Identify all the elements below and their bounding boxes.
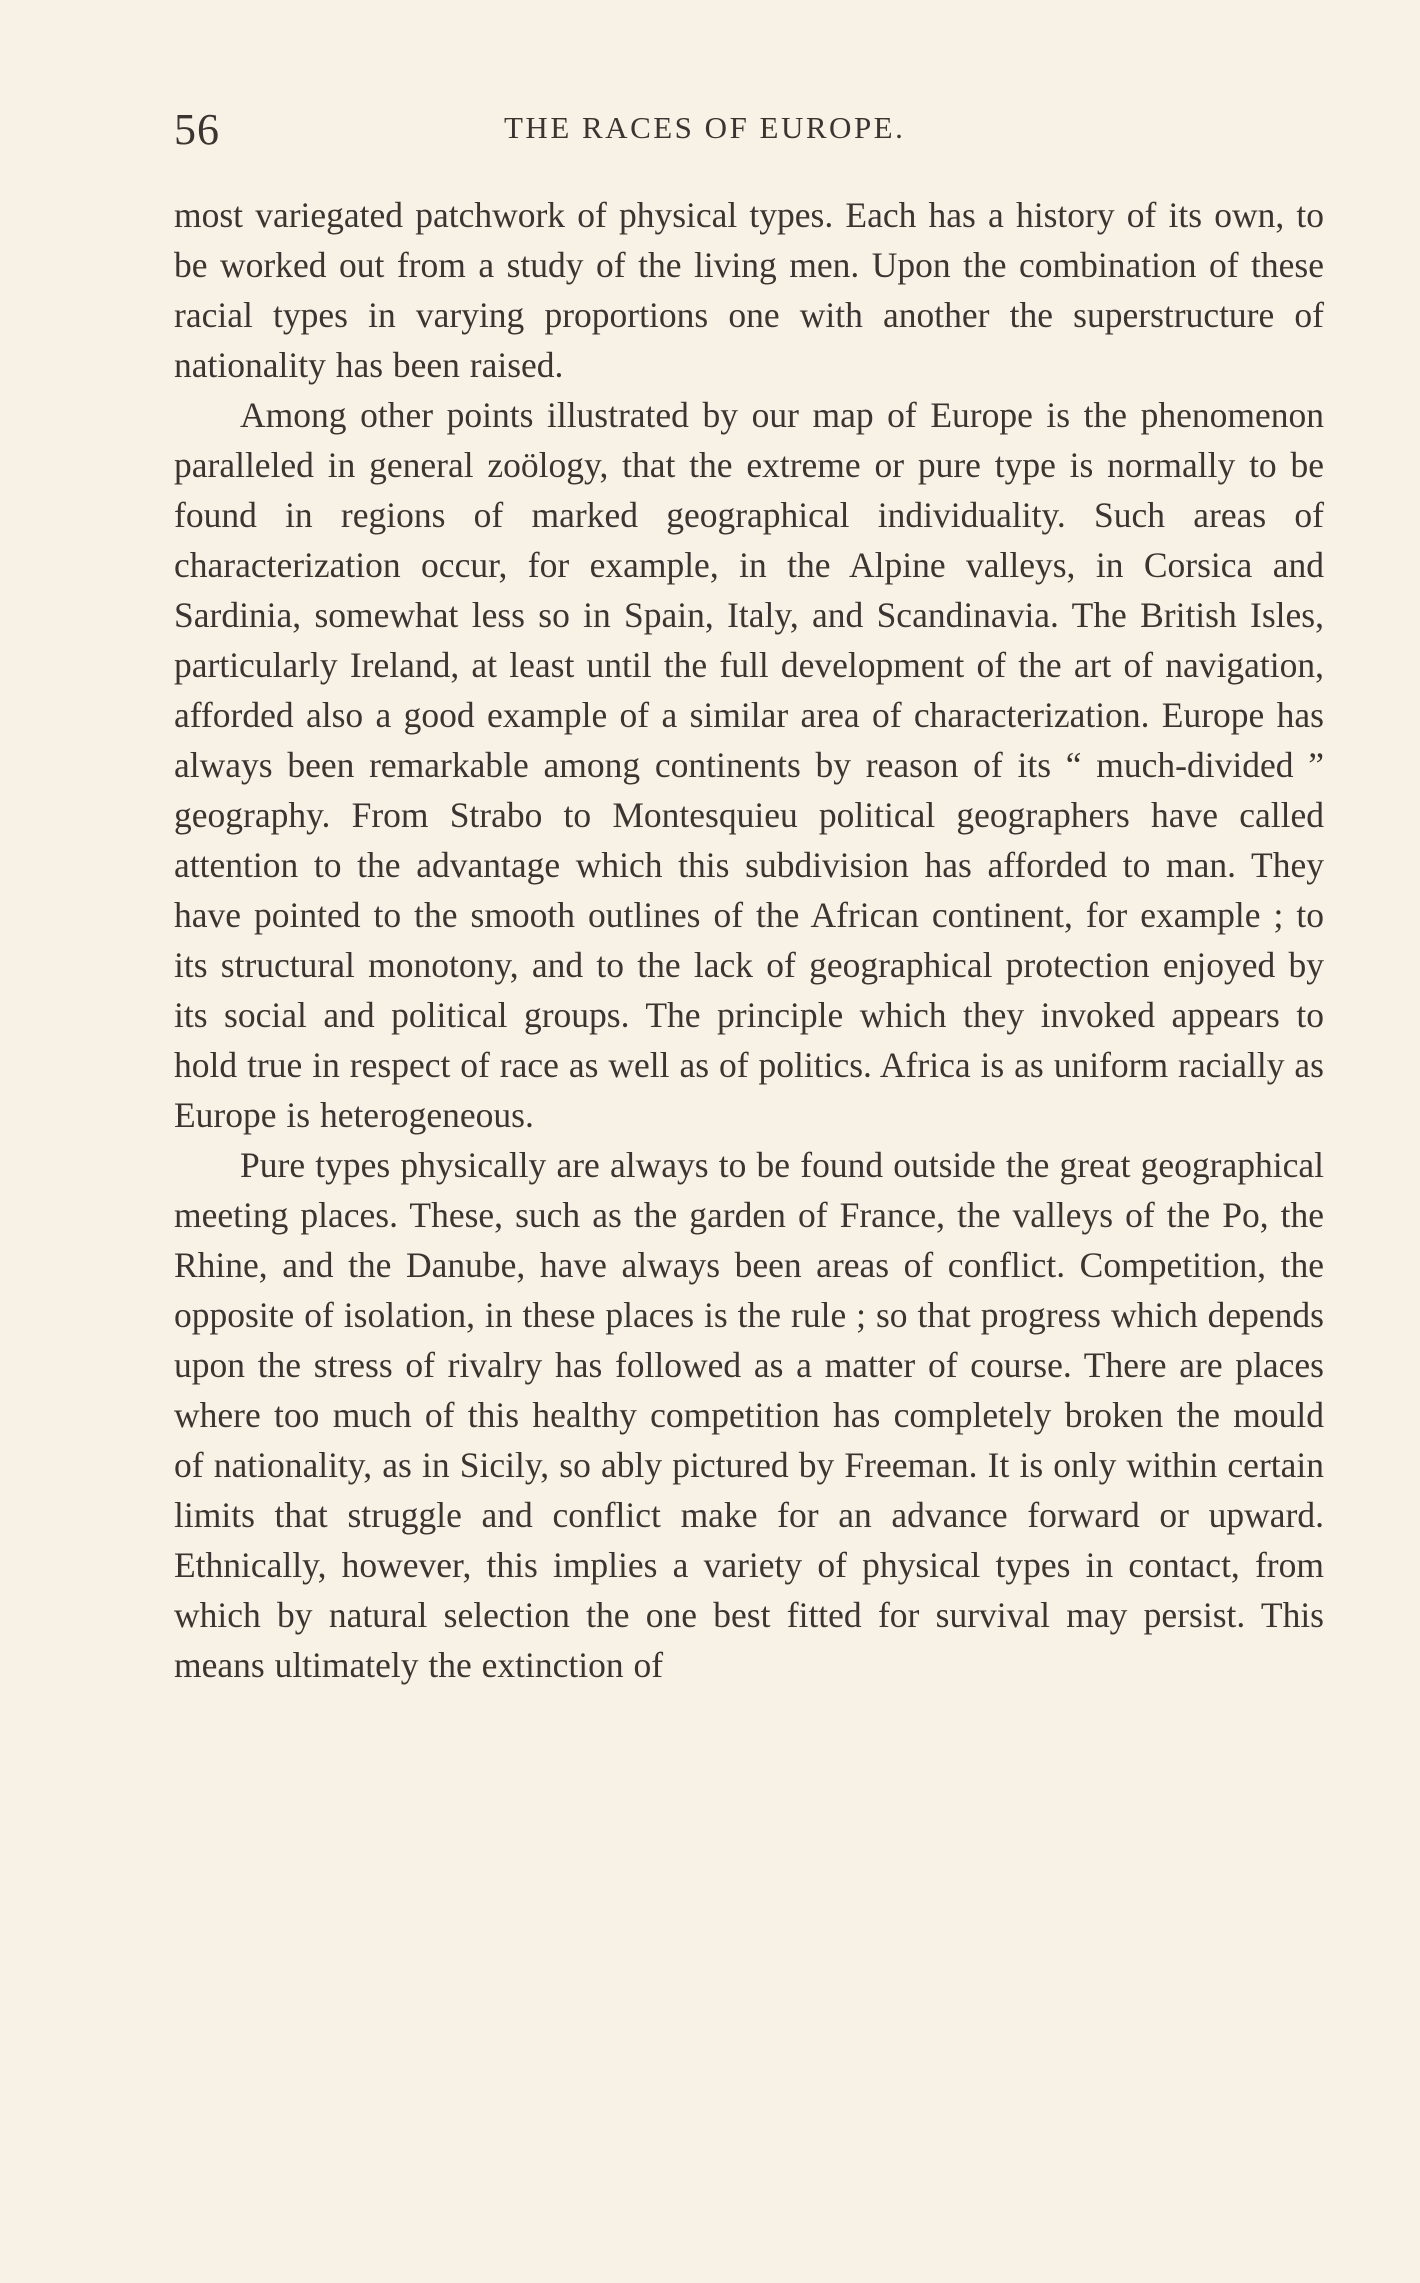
page-body	[174, 190, 1324, 1690]
page-number: 56	[174, 105, 220, 154]
paragraph-characterization: Among other points illustrated by our map of Europe is the phenomenon paralleled in general zoölogy, that the extreme or pure type is normally to be found in regions of marked geographical individuality. Such areas of characterization occur, for example, in the Alpine valleys, in Corsica and Sardinia, somewhat less so in Spain, Italy, and Scandinavia. The British Isles, particularly Ireland, at least until the full development of the art of navigation, afforded also a good example of a similar area of characterization. Europe has always been remarkable among continents by reason of its “ much-divided ” geography. From Strabo to Montesquieu political geographers have called attention to the advantage which this subdivision has afforded to man. They have pointed to the smooth outlines of the African continent, for example ; to its structural monotony, and to the lack of geographical protection enjoyed by its social and political groups. The principle which they invoked appears to hold true in respect of race as well as of politics. Africa is as uniform racially as Europe is heterogeneous.	[174, 395, 1324, 1135]
paragraph-pure-types: Pure types physically are always to be found outside the great geographical meeting places. These, such as the garden of France, the valleys of the Po, the Rhine, and the Danube, have always been areas of conflict. Competition, the opposite of isolation, in these places is the rule ; so that progress which depends upon the stress of rivalry has followed as a matter of course. There are places where too much of this healthy competition has completely broken the mould of nationality, as in Sicily, so ably pictured by Freeman. It is only within certain limits that struggle and conflict make for an advance forward or upward. Ethnically, however, this implies a variety of physical types in contact, from which by natural selection the one best fitted for survival may persist. This means ultimately the extinction of	[174, 1145, 1324, 1685]
paragraph-continuation: most variegated patchwork of physical types. Each has a history of its own, to be worked out from a study of the living men. Upon the combination of these racial types in varying proportions one with another the superstructure of nationality has been raised.	[174, 195, 1324, 385]
running-head: THE RACES OF EUROPE.	[504, 110, 906, 145]
page-header	[174, 104, 1324, 164]
